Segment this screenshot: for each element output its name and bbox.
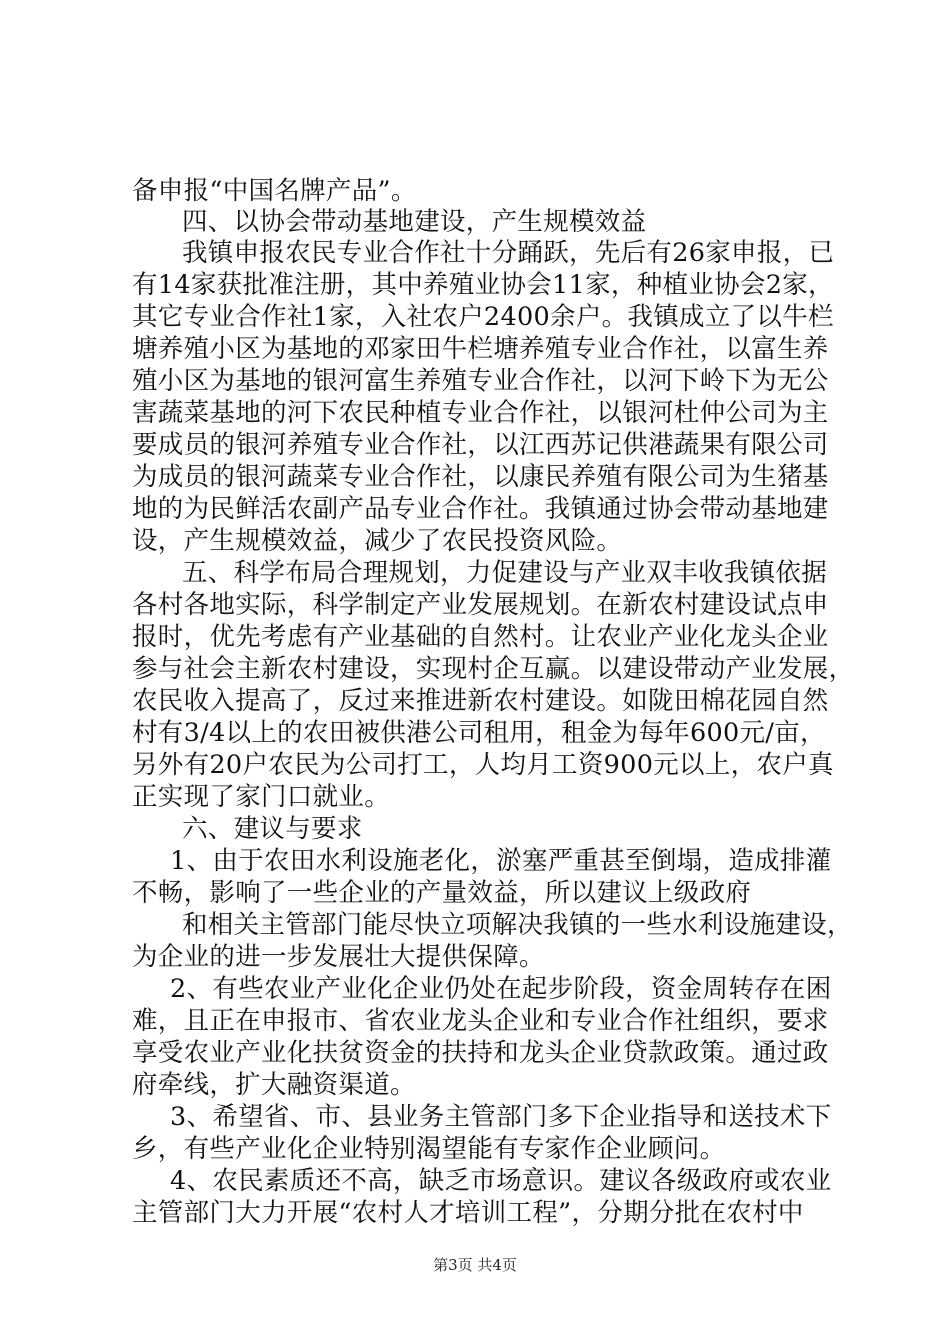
text-line: 备申报“中国名牌产品”。 — [132, 176, 417, 206]
text-line: 2、有些农业产业化企业仍处在起步阶段，资金周转存在困 — [170, 974, 832, 1004]
text-line: 另外有20户农民为公司打工，人均月工资900元以上，农户真 — [132, 750, 834, 780]
page-number-footer: 第3页 共4页 — [433, 1256, 517, 1274]
text-line: 我镇申报农民专业合作社十分踊跃，先后有26家申报，已 — [182, 238, 835, 268]
text-line: 各村各地实际，科学制定产业发展规划。在新农村建设试点申 — [132, 590, 829, 620]
text-line: 其它专业合作社1家，入社农户2400余户。我镇成立了以牛栏 — [132, 302, 834, 332]
text-line: 主管部门大力开展“农村人才培训工程”，分期分批在农村中 — [132, 1198, 804, 1228]
section-heading: 六、建议与要求 — [182, 814, 363, 844]
text-line: 不畅，影响了一些企业的产量效益，所以建议上级政府 — [132, 878, 752, 908]
text-line: 为成员的银河蔬菜专业合作社，以康民养殖有限公司为生猪基 — [132, 462, 829, 492]
text-line: 设，产生规模效益，减少了农民投资风险。 — [132, 526, 623, 556]
text-line: 1、由于农田水利设施老化，淤塞严重甚至倒塌，造成排灌 — [170, 846, 832, 876]
text-line: 乡，有些产业化企业特别渴望能有专家作企业顾问。 — [132, 1134, 726, 1164]
text-line: 有14家获批准注册，其中养殖业协会11家，种植业协会2家， — [132, 270, 834, 300]
text-line: 害蔬菜基地的河下农民种植专业合作社，以银河杜仲公司为主 — [132, 398, 829, 428]
text-line: 要成员的银河养殖专业合作社，以江西苏记供港蔬果有限公司 — [132, 430, 829, 460]
text-line: 地的为民鲜活农副产品专业合作社。我镇通过协会带动基地建 — [132, 494, 829, 524]
text-line: 为企业的进一步发展壮大提供保障。 — [132, 942, 545, 972]
text-line: 村有3/4以上的农田被供港公司租用，租金为每年600元/亩， — [132, 718, 826, 748]
text-line: 3、希望省、市、县业务主管部门多下企业指导和送技术下 — [170, 1102, 832, 1132]
text-line: 和相关主管部门能尽快立项解决我镇的一些水利设施建设， — [182, 910, 853, 940]
text-line: 府牵线，扩大融资渠道。 — [132, 1070, 416, 1100]
text-line: 塘养殖小区为基地的邓家田牛栏塘养殖专业合作社，以富生养 — [132, 334, 829, 364]
text-line: 4、农民素质还不高，缺乏市场意识。建议各级政府或农业 — [170, 1166, 832, 1196]
text-line: 难，且正在申报市、省农业龙头企业和专业合作社组织，要求 — [132, 1006, 829, 1036]
text-line: 享受农业产业化扶贫资金的扶持和龙头企业贷款政策。通过政 — [132, 1038, 829, 1068]
text-line: 殖小区为基地的银河富生养殖专业合作社，以河下岭下为无公 — [132, 366, 829, 396]
text-line: 正实现了家门口就业。 — [132, 782, 391, 812]
text-line: 参与社会主新农村建设，实现村企互赢。以建设带动产业发展， — [132, 654, 855, 684]
text-line: 农民收入提高了，反过来推进新农村建设。如陇田棉花园自然 — [132, 686, 829, 716]
text-line: 报时，优先考虑有产业基础的自然村。让农业产业化龙头企业 — [132, 622, 829, 652]
section-heading: 四、以协会带动基地建设，产生规模效益 — [182, 207, 647, 237]
section-heading: 五、科学布局合理规划，力促建设与产业双丰收我镇依据 — [182, 558, 828, 588]
